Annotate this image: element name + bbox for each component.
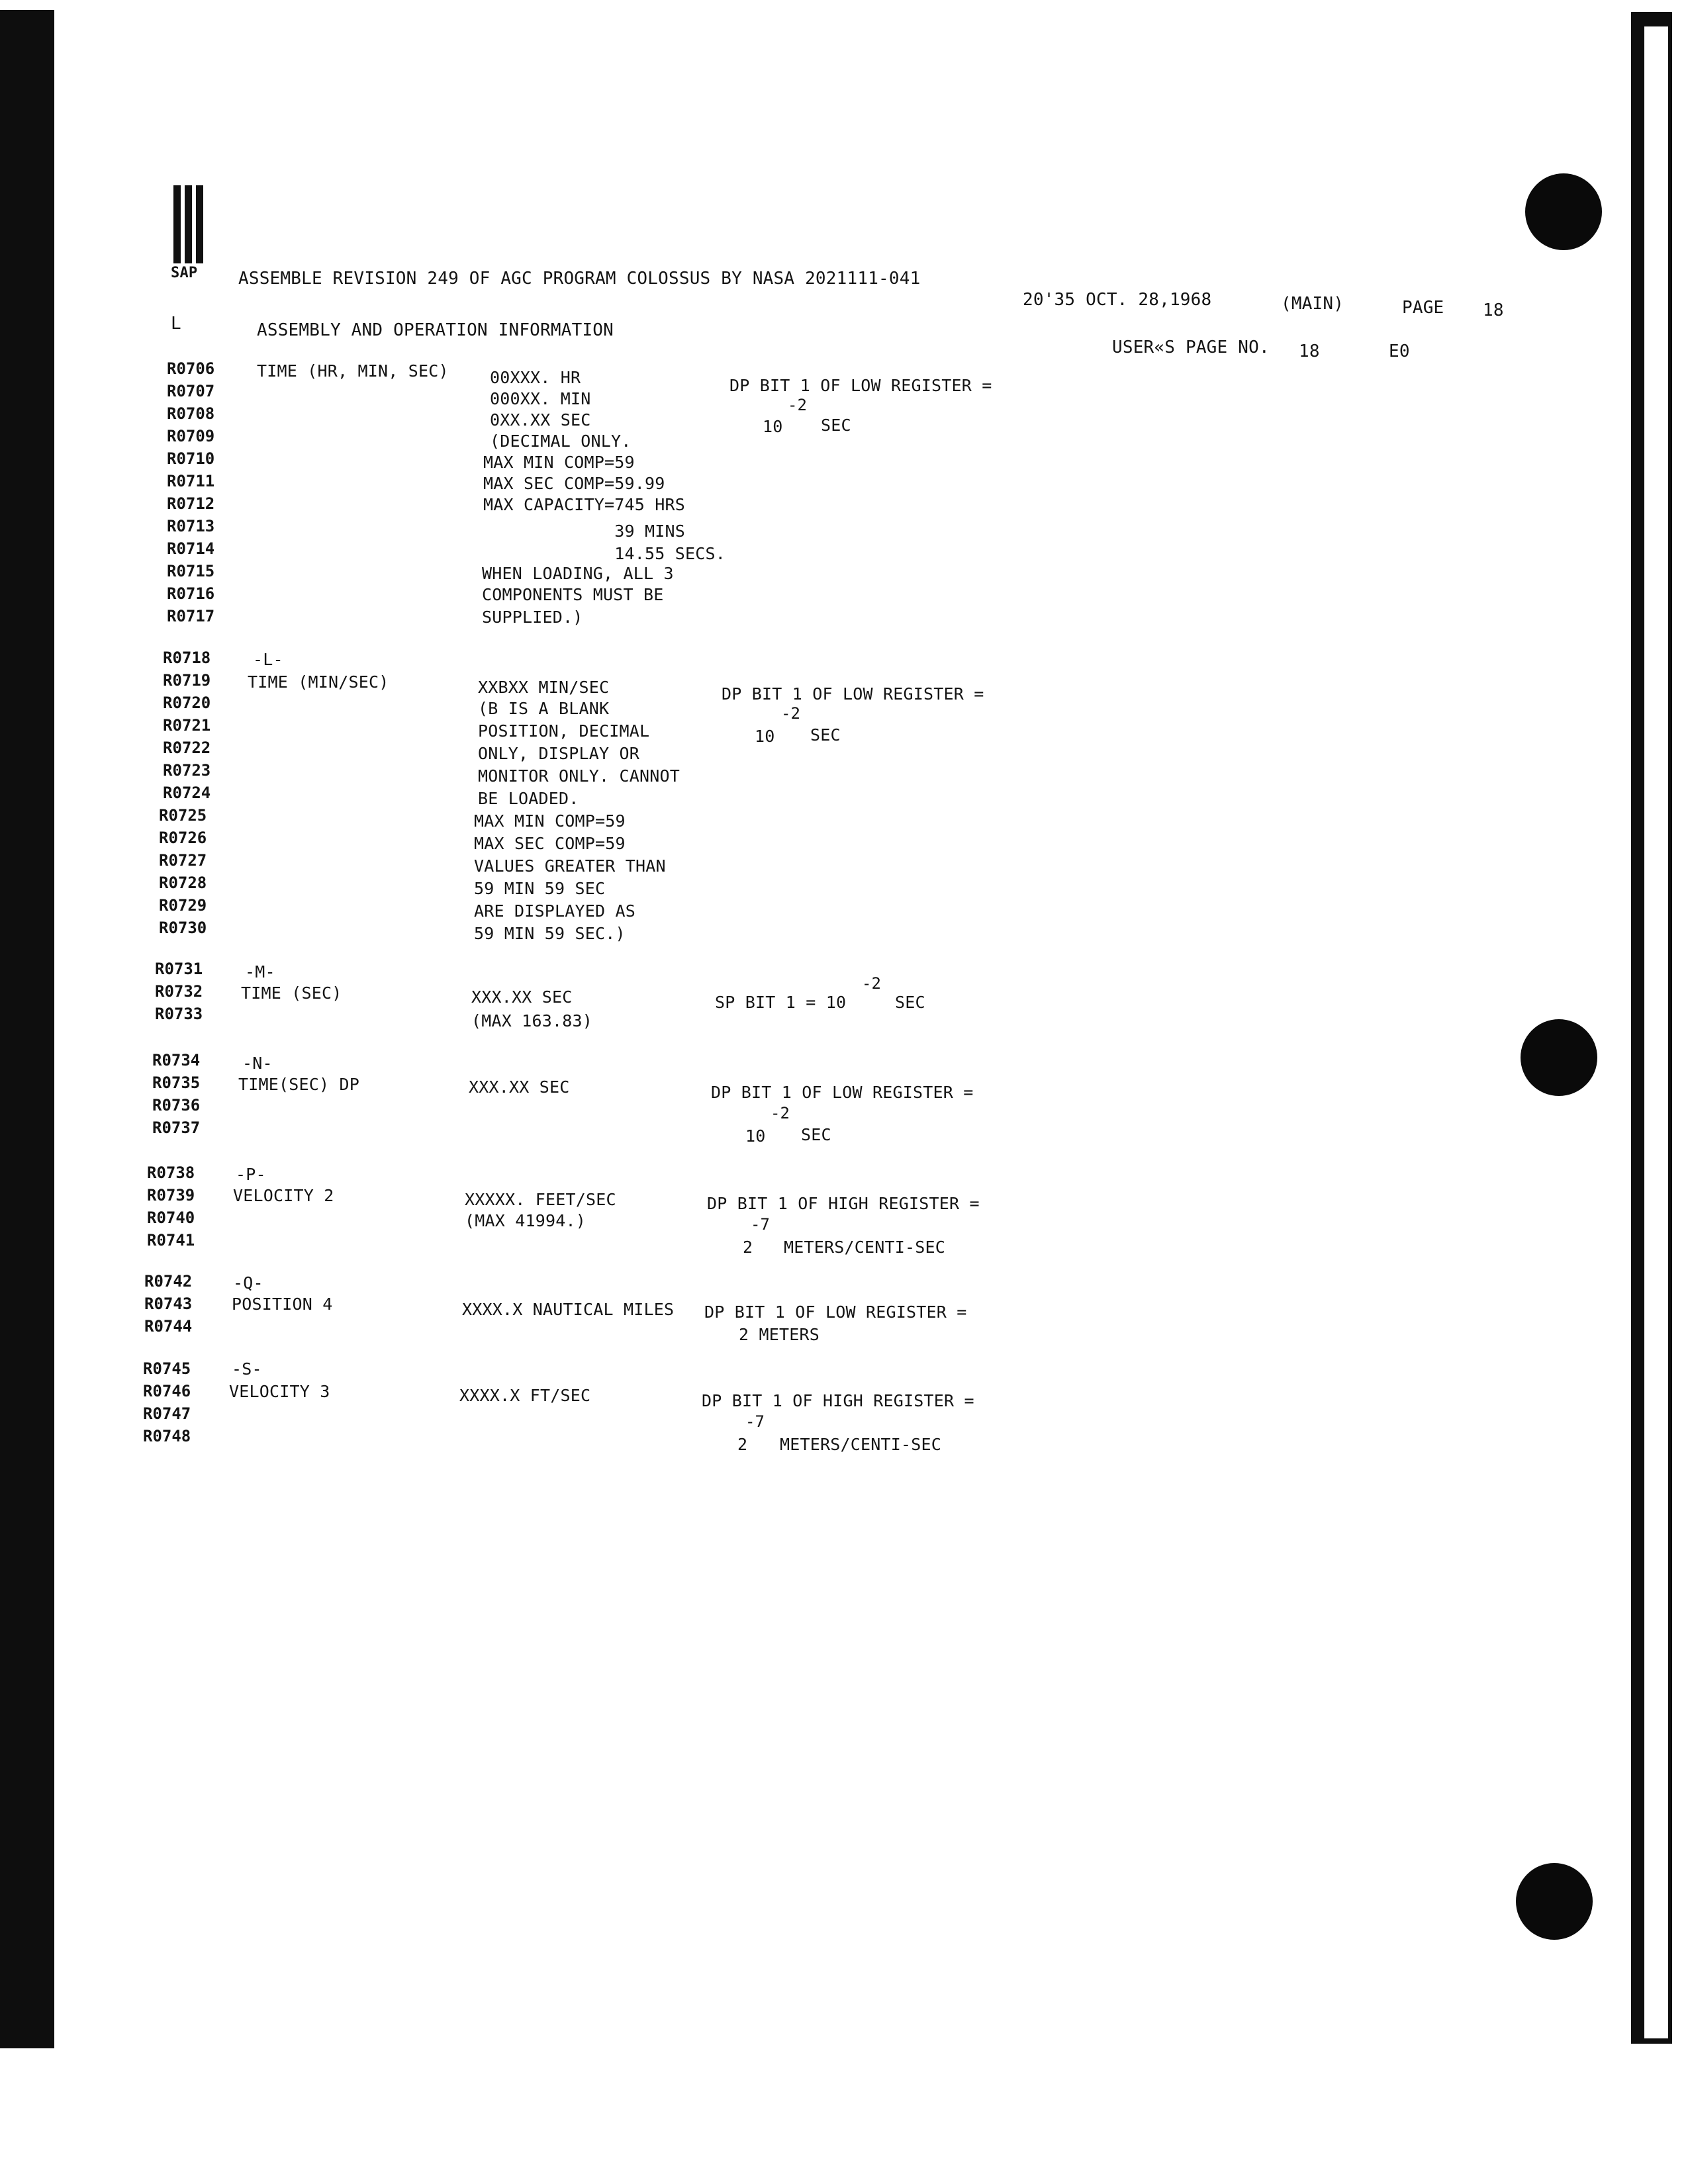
line-number: R0741 xyxy=(147,1231,195,1250)
noun-label: TIME (SEC) xyxy=(241,983,342,1003)
scale-description: DP BIT 1 OF HIGH REGISTER = xyxy=(707,1194,980,1213)
line-number: R0738 xyxy=(147,1163,195,1182)
format-line: (MAX 41994.) xyxy=(465,1211,586,1230)
format-line: (MAX 163.83) xyxy=(471,1011,593,1030)
scan-left-edge xyxy=(0,10,54,2048)
page-subtitle: ASSEMBLY AND OPERATION INFORMATION xyxy=(257,320,614,340)
format-line: 00XXX. HR xyxy=(490,368,581,387)
line-number: R0713 xyxy=(167,517,215,535)
format-line: (DECIMAL ONLY. xyxy=(490,432,632,451)
scale-base: 10 xyxy=(763,417,783,436)
line-number: R0732 xyxy=(155,982,203,1001)
scale-base: 2 xyxy=(737,1435,748,1454)
line-number: R0727 xyxy=(159,851,207,870)
scale-result: 2 METERS xyxy=(739,1325,820,1344)
line-number: R0742 xyxy=(144,1272,193,1291)
line-number: R0719 xyxy=(163,671,211,690)
line-number: R0736 xyxy=(152,1096,201,1115)
line-number: R0739 xyxy=(147,1186,195,1205)
scale-unit: SEC xyxy=(810,725,841,745)
format-line: MAX MIN COMP=59 xyxy=(483,453,635,472)
line-number: R0737 xyxy=(152,1118,201,1137)
format-line: WHEN LOADING, ALL 3 xyxy=(482,564,674,583)
scale-unit: METERS/CENTI-SEC xyxy=(780,1435,942,1454)
line-number: R0724 xyxy=(163,784,211,802)
punch-hole-middle xyxy=(1521,1019,1597,1096)
line-number: R0734 xyxy=(152,1051,201,1069)
scale-unit: SEC xyxy=(801,1125,831,1144)
scale-description: SP BIT 1 = 10 xyxy=(715,993,847,1012)
format-line: MAX CAPACITY=745 HRS xyxy=(483,495,686,514)
line-number: R0726 xyxy=(159,829,207,847)
noun-code: -M- xyxy=(245,962,275,981)
scale-base: 10 xyxy=(755,727,775,746)
format-line: 0XX.XX SEC xyxy=(490,410,591,430)
format-line: MAX SEC COMP=59.99 xyxy=(483,474,665,493)
scale-unit: SEC xyxy=(821,416,851,435)
scale-exponent: -7 xyxy=(751,1215,770,1234)
format-line: XXXX.X FT/SEC xyxy=(459,1386,591,1405)
line-number: R0715 xyxy=(167,562,215,580)
noun-label: VELOCITY 3 xyxy=(229,1382,330,1401)
format-line: 39 MINS xyxy=(483,522,686,541)
line-number: R0740 xyxy=(147,1208,195,1227)
scale-base: 2 xyxy=(743,1238,753,1257)
line-number: R0718 xyxy=(163,649,211,667)
binder-tab-mark xyxy=(173,185,213,271)
line-number: R0711 xyxy=(167,472,215,490)
scale-description: DP BIT 1 OF LOW REGISTER = xyxy=(729,376,992,395)
user-page-number: 18 xyxy=(1299,341,1320,361)
line-number: R0729 xyxy=(159,896,207,915)
line-number: R0717 xyxy=(167,607,215,625)
punch-hole-top xyxy=(1525,173,1602,250)
scale-description: DP BIT 1 OF LOW REGISTER = xyxy=(704,1302,967,1322)
line-number: R0728 xyxy=(159,874,207,892)
line-marker: L xyxy=(171,314,181,334)
format-line: XXXXX. FEET/SEC xyxy=(465,1190,616,1209)
noun-code: -N- xyxy=(242,1054,273,1073)
format-line: 14.55 SECS. xyxy=(483,544,726,563)
listing-timestamp: 20'35 OCT. 28,1968 xyxy=(1023,290,1212,310)
line-number: R0716 xyxy=(167,584,215,603)
format-line: MONITOR ONLY. CANNOT xyxy=(478,766,680,786)
line-number: R0710 xyxy=(167,449,215,468)
format-line: COMPONENTS MUST BE xyxy=(482,585,664,604)
scale-description: DP BIT 1 OF HIGH REGISTER = xyxy=(702,1391,974,1410)
page-label: PAGE xyxy=(1402,298,1444,318)
page-number: 18 xyxy=(1483,300,1504,320)
scale-exponent: -2 xyxy=(781,704,800,723)
scale-exponent: -2 xyxy=(788,396,807,414)
page-code: E0 xyxy=(1389,341,1410,361)
line-number: R0707 xyxy=(167,382,215,400)
line-number: R0747 xyxy=(143,1404,191,1423)
format-line: 59 MIN 59 SEC xyxy=(474,879,606,898)
scale-description: DP BIT 1 OF LOW REGISTER = xyxy=(711,1083,974,1102)
line-number: R0730 xyxy=(159,919,207,937)
user-page-label: USER«S PAGE NO. xyxy=(1112,338,1270,357)
noun-label: TIME (MIN/SEC) xyxy=(248,672,389,692)
line-number: R0708 xyxy=(167,404,215,423)
listing-title: ASSEMBLE REVISION 249 OF AGC PROGRAM COLOSSUS BY NASA 2021111-041 xyxy=(238,269,921,289)
format-line: SUPPLIED.) xyxy=(482,608,583,627)
scale-exponent: -7 xyxy=(745,1412,765,1431)
noun-code: -S- xyxy=(232,1359,262,1379)
noun-code: -Q- xyxy=(233,1273,263,1293)
listing-tag: SAP xyxy=(171,265,198,281)
noun-code: -L- xyxy=(253,650,283,669)
format-line: 59 MIN 59 SEC.) xyxy=(474,924,626,943)
scale-base: 10 xyxy=(745,1126,766,1146)
line-number: R0733 xyxy=(155,1005,203,1023)
noun-label: TIME (HR, MIN, SEC) xyxy=(257,361,449,381)
format-line: VALUES GREATER THAN xyxy=(474,856,666,876)
format-line: MAX MIN COMP=59 xyxy=(474,811,626,831)
line-number: R0743 xyxy=(144,1295,193,1313)
line-number: R0746 xyxy=(143,1382,191,1400)
format-line: ONLY, DISPLAY OR xyxy=(478,744,640,763)
line-number: R0723 xyxy=(163,761,211,780)
format-line: POSITION, DECIMAL xyxy=(478,721,650,741)
line-number: R0735 xyxy=(152,1073,201,1092)
format-line: (B IS A BLANK xyxy=(478,699,610,718)
line-number: R0721 xyxy=(163,716,211,735)
line-number: R0714 xyxy=(167,539,215,558)
format-line: XXX.XX SEC xyxy=(471,987,573,1007)
format-line: XXX.XX SEC xyxy=(469,1077,570,1097)
format-line: MAX SEC COMP=59 xyxy=(474,834,626,853)
scale-description: DP BIT 1 OF LOW REGISTER = xyxy=(722,684,984,704)
listing-section: (MAIN) xyxy=(1281,294,1344,314)
format-line: BE LOADED. xyxy=(478,789,579,808)
scan-right-edge-gap xyxy=(1644,26,1668,2038)
line-number: R0731 xyxy=(155,960,203,978)
line-number: R0748 xyxy=(143,1427,191,1445)
line-number: R0725 xyxy=(159,806,207,825)
noun-label: TIME(SEC) DP xyxy=(238,1075,360,1094)
noun-label: POSITION 4 xyxy=(232,1295,333,1314)
scale-exponent: -2 xyxy=(862,974,881,993)
scale-unit: SEC xyxy=(895,993,925,1012)
line-number: R0720 xyxy=(163,694,211,712)
noun-label: VELOCITY 2 xyxy=(233,1186,334,1205)
noun-code: -P- xyxy=(236,1165,266,1184)
line-number: R0744 xyxy=(144,1317,193,1336)
line-number: R0706 xyxy=(167,359,215,378)
format-line: XXBXX MIN/SEC xyxy=(478,678,610,697)
line-number: R0712 xyxy=(167,494,215,513)
punch-hole-bottom xyxy=(1516,1863,1593,1940)
format-line: XXXX.X NAUTICAL MILES xyxy=(462,1300,675,1319)
scale-exponent: -2 xyxy=(771,1104,790,1122)
line-number: R0722 xyxy=(163,739,211,757)
line-number: R0745 xyxy=(143,1359,191,1378)
format-line: ARE DISPLAYED AS xyxy=(474,901,636,921)
scale-unit: METERS/CENTI-SEC xyxy=(784,1238,946,1257)
format-line: 000XX. MIN xyxy=(490,389,591,408)
line-number: R0709 xyxy=(167,427,215,445)
